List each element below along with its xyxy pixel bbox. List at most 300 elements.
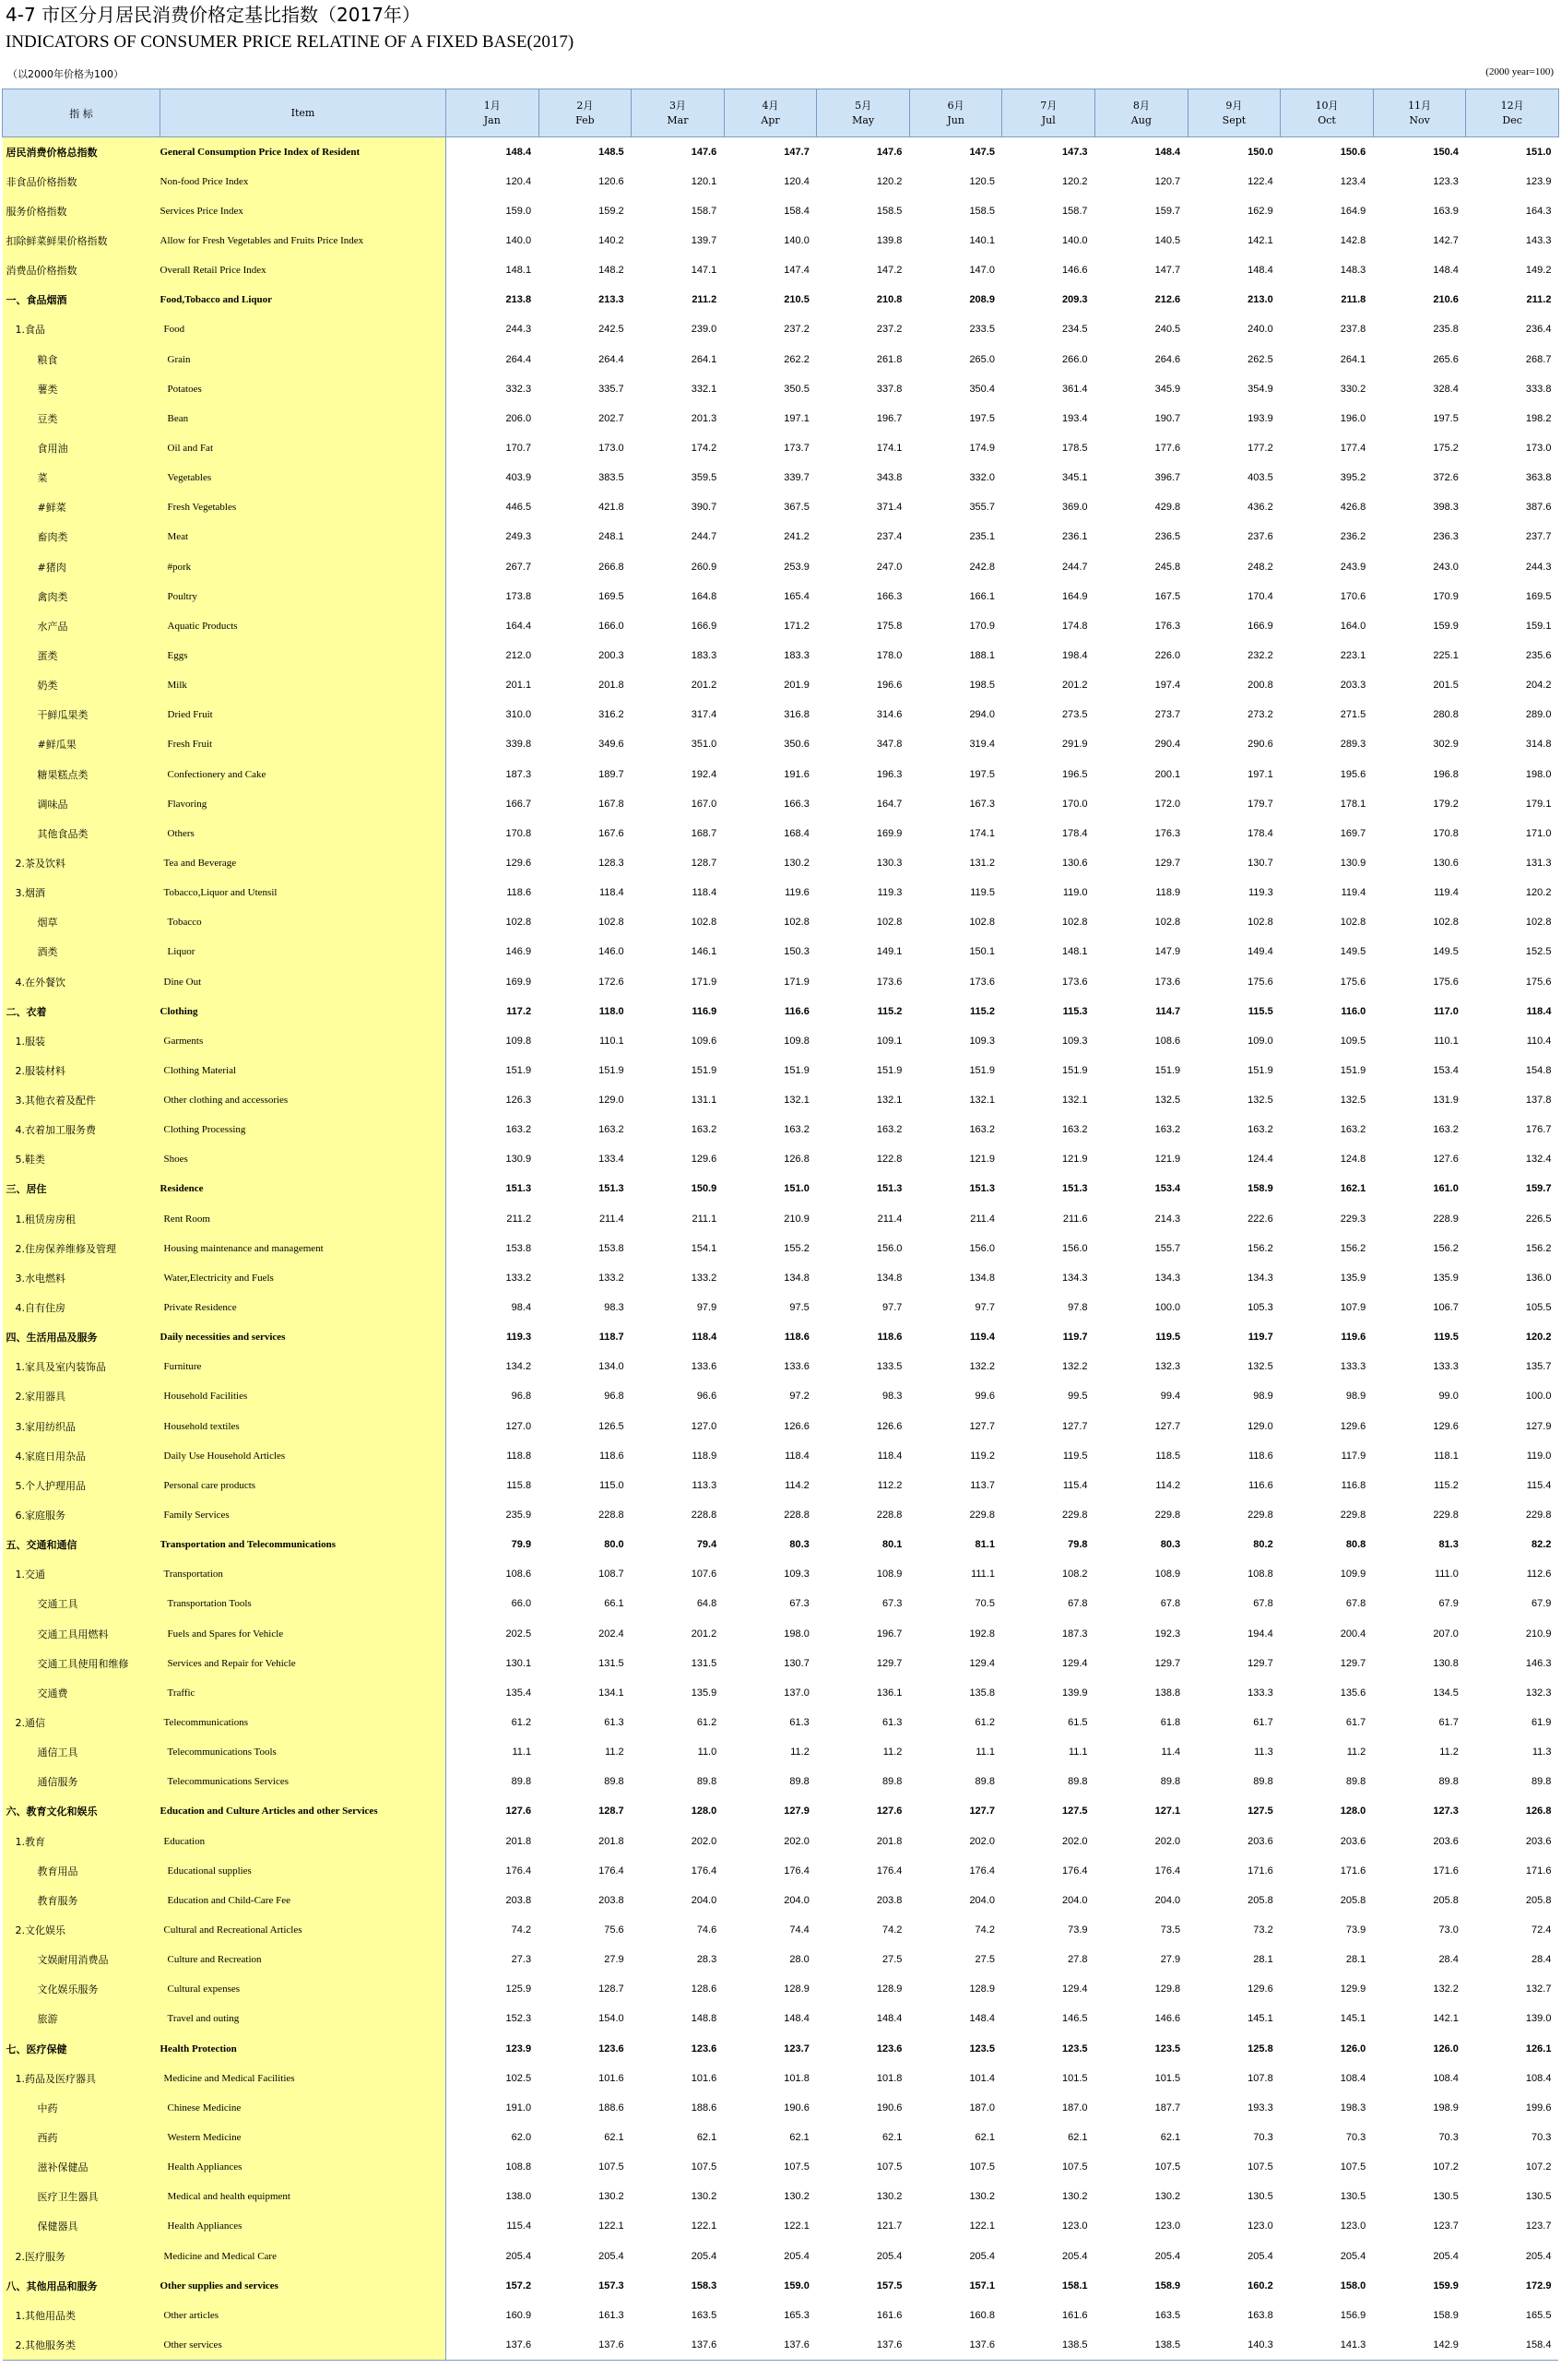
index-value-cell: 28.1 bbox=[1345, 1954, 1366, 1966]
index-value-cell: 226.0 bbox=[1154, 649, 1181, 661]
index-value-cell: 191.6 bbox=[784, 768, 810, 780]
index-value-cell: 145.1 bbox=[1340, 2013, 1366, 2025]
indicator-name-en: Shoes bbox=[160, 1144, 446, 1174]
indicator-name-en: Tobacco bbox=[160, 907, 446, 937]
index-value-cell: 167.3 bbox=[969, 798, 995, 810]
index-value-cell: 187.7 bbox=[1154, 2102, 1181, 2114]
index-value-cell: 163.5 bbox=[691, 2309, 717, 2321]
index-value-cell: 70.5 bbox=[975, 1598, 995, 1610]
index-value-cell: 97.9 bbox=[696, 1302, 717, 1314]
index-value-cell: 120.2 bbox=[1062, 175, 1088, 187]
index-value-cell: 158.4 bbox=[784, 205, 810, 217]
index-value-cell: 166.0 bbox=[598, 620, 624, 632]
index-value-cell: 123.7 bbox=[784, 2043, 810, 2054]
index-value-cell: 264.6 bbox=[1154, 353, 1181, 365]
index-value-cell: 132.4 bbox=[1525, 1154, 1552, 1166]
index-value-cell: 176.3 bbox=[1154, 827, 1181, 839]
index-value-cell: 166.3 bbox=[876, 590, 903, 602]
index-value-cell: 130.1 bbox=[505, 1657, 532, 1669]
index-value-cell: 132.1 bbox=[784, 1095, 810, 1107]
cpi-table bbox=[2, 89, 1559, 2361]
index-value-cell: 236.4 bbox=[1525, 324, 1552, 336]
index-value-cell: 142.1 bbox=[1248, 234, 1273, 246]
index-value-cell: 151.3 bbox=[876, 1183, 903, 1195]
index-value-cell: 61.7 bbox=[1438, 1717, 1459, 1729]
index-value-cell: 140.0 bbox=[505, 234, 532, 246]
index-value-cell: 159.9 bbox=[1433, 2279, 1459, 2291]
index-value-cell: 150.9 bbox=[691, 1183, 717, 1195]
index-value-cell: 167.8 bbox=[598, 798, 624, 810]
index-value-cell: 205.8 bbox=[1525, 1894, 1552, 1906]
indicator-name-en: Tobacco,Liquor and Utensil bbox=[160, 878, 446, 907]
table-row bbox=[3, 700, 1559, 729]
index-value-cell: 66.0 bbox=[511, 1598, 532, 1610]
index-value-cell: 173.8 bbox=[505, 590, 532, 602]
index-value-cell: 129.6 bbox=[505, 857, 532, 869]
index-value-cell: 267.7 bbox=[505, 561, 532, 573]
index-value-cell: 213.8 bbox=[505, 294, 532, 306]
index-value-cell: 109.1 bbox=[876, 1035, 903, 1047]
index-value-cell: 102.8 bbox=[691, 917, 717, 929]
index-value-cell: 237.2 bbox=[876, 324, 903, 336]
index-value-cell: 161.3 bbox=[598, 2309, 624, 2321]
indicator-name-cn: 2.住房保养维修及管理 bbox=[3, 1234, 160, 1263]
table-row bbox=[3, 1915, 1559, 1945]
index-value-cell: 107.5 bbox=[784, 2161, 810, 2173]
index-value-cell: 99.6 bbox=[975, 1391, 995, 1403]
index-value-cell: 156.2 bbox=[1433, 1242, 1459, 1254]
index-value-cell: 204.0 bbox=[969, 1894, 995, 1906]
index-value-cell: 345.9 bbox=[1154, 383, 1181, 395]
index-value-cell: 190.6 bbox=[784, 2102, 810, 2114]
indicator-name-cn: 水产品 bbox=[3, 611, 160, 641]
indicator-name-cn: 1.租赁房房租 bbox=[3, 1204, 160, 1234]
index-value-cell: 266.0 bbox=[1062, 353, 1088, 365]
index-value-cell: 115.4 bbox=[1526, 1479, 1552, 1491]
index-value-cell: 228.9 bbox=[1433, 1213, 1459, 1225]
index-value-cell: 89.8 bbox=[1160, 1776, 1181, 1788]
index-value-cell: 107.5 bbox=[598, 2161, 624, 2173]
index-value-cell: 158.7 bbox=[1062, 205, 1088, 217]
index-value-cell: 249.3 bbox=[505, 531, 532, 543]
index-value-cell: 355.7 bbox=[969, 502, 995, 514]
index-value-cell: 195.6 bbox=[1340, 768, 1366, 780]
table-row bbox=[3, 1381, 1559, 1411]
base-note-en: (2000 year=100) bbox=[1485, 66, 1554, 77]
index-value-cell: 129.7 bbox=[1154, 857, 1181, 869]
index-value-cell: 137.6 bbox=[909, 2330, 1002, 2360]
index-value-cell: 134.1 bbox=[598, 1687, 624, 1699]
month-header bbox=[817, 89, 910, 137]
table-row bbox=[3, 789, 1559, 819]
index-value-cell: 122.1 bbox=[969, 2220, 995, 2232]
index-value-cell: 126.5 bbox=[598, 1420, 624, 1432]
index-value-cell: 163.2 bbox=[876, 1124, 903, 1136]
index-value-cell: 101.4 bbox=[969, 2072, 995, 2084]
month-header-cn: 9月 bbox=[1225, 99, 1243, 112]
index-value-cell: 383.5 bbox=[598, 472, 624, 484]
month-header-cn: 11月 bbox=[1408, 99, 1432, 112]
index-value-cell: 147.4 bbox=[784, 265, 810, 277]
index-value-cell: 290.4 bbox=[1154, 739, 1181, 751]
index-value-cell: 135.6 bbox=[1340, 1687, 1366, 1699]
table-row bbox=[3, 1263, 1559, 1293]
index-value-cell: 170.7 bbox=[505, 442, 532, 454]
index-value-cell: 129.7 bbox=[1154, 1657, 1181, 1669]
index-value-cell: 197.4 bbox=[1154, 680, 1181, 692]
index-value-cell: 134.5 bbox=[1433, 1687, 1459, 1699]
index-value-cell: 229.8 bbox=[1248, 1510, 1273, 1522]
index-value-cell: 108.4 bbox=[1340, 2072, 1366, 2084]
index-value-cell: 421.8 bbox=[598, 502, 624, 514]
index-value-cell: 130.2 bbox=[691, 2191, 717, 2203]
index-value-cell: 110.1 bbox=[598, 1035, 624, 1047]
index-value-cell: 201.8 bbox=[505, 1835, 532, 1847]
indicator-name-cn: 一、食品烟酒 bbox=[3, 285, 160, 314]
index-value-cell: 121.9 bbox=[1062, 1154, 1088, 1166]
index-value-cell: 242.8 bbox=[969, 561, 995, 573]
index-value-cell: 67.9 bbox=[1438, 1598, 1459, 1610]
index-value-cell: 61.9 bbox=[1531, 1717, 1552, 1729]
index-value-cell: 139.9 bbox=[1062, 1687, 1088, 1699]
index-value-cell: 196.5 bbox=[1062, 768, 1088, 780]
indicator-name-cn: 1.交通 bbox=[3, 1559, 160, 1589]
index-value-cell: 132.1 bbox=[876, 1095, 903, 1107]
table-row bbox=[3, 1974, 1559, 2004]
index-value-cell: 73.5 bbox=[1160, 1924, 1181, 1936]
table-row bbox=[3, 404, 1559, 433]
index-value-cell: 122.8 bbox=[876, 1154, 903, 1166]
index-value-cell: 159.0 bbox=[505, 205, 532, 217]
index-value-cell: 211.1 bbox=[692, 1213, 717, 1225]
index-value-cell: 175.6 bbox=[1248, 976, 1273, 988]
index-value-cell: 395.2 bbox=[1340, 472, 1366, 484]
index-value-cell: 196.6 bbox=[876, 680, 903, 692]
index-value-cell: 154.1 bbox=[691, 1242, 717, 1254]
indicator-name-cn: 2.文化娱乐 bbox=[3, 1915, 160, 1945]
table-row bbox=[3, 255, 1559, 285]
index-value-cell: 243.9 bbox=[1340, 561, 1366, 573]
index-value-cell: 147.6 bbox=[876, 146, 903, 158]
index-value-cell: 67.8 bbox=[1068, 1598, 1088, 1610]
index-value-cell: 240.5 bbox=[1154, 324, 1181, 336]
index-value-cell: 361.4 bbox=[1062, 383, 1088, 395]
indicator-header: 指 标 bbox=[3, 89, 160, 137]
month-header-cn: 8月 bbox=[1132, 99, 1150, 112]
index-value-cell: 11.4 bbox=[1161, 1747, 1181, 1758]
index-value-cell: 112.6 bbox=[1526, 1569, 1552, 1581]
index-value-cell: 107.5 bbox=[969, 2161, 995, 2173]
index-value-cell: 120.7 bbox=[1154, 175, 1181, 187]
index-value-cell: 248.2 bbox=[1248, 561, 1273, 573]
table-row bbox=[3, 1500, 1559, 1530]
index-value-cell: 79.4 bbox=[696, 1539, 717, 1551]
index-value-cell: 102.8 bbox=[505, 917, 532, 929]
index-value-cell: 128.7 bbox=[598, 1806, 624, 1818]
indicator-name-en: Furniture bbox=[160, 1352, 446, 1381]
indicator-name-cn: 消费品价格指数 bbox=[3, 255, 160, 285]
indicator-name-en: Overall Retail Price Index bbox=[160, 255, 446, 285]
index-value-cell: 131.5 bbox=[691, 1657, 717, 1669]
index-value-cell: 109.5 bbox=[1340, 1035, 1366, 1047]
index-value-cell: 107.9 bbox=[1340, 1302, 1366, 1314]
index-value-cell: 159.2 bbox=[598, 205, 624, 217]
index-value-cell: 171.2 bbox=[784, 620, 810, 632]
month-header bbox=[632, 89, 725, 137]
index-value-cell: 197.5 bbox=[969, 768, 995, 780]
table-row bbox=[3, 582, 1559, 611]
index-value-cell: 132.3 bbox=[1525, 1687, 1552, 1699]
indicator-name-cn: 3.其他衣着及配件 bbox=[3, 1085, 160, 1115]
index-value-cell: 135.7 bbox=[1525, 1361, 1552, 1373]
index-value-cell: 132.7 bbox=[1525, 1983, 1552, 1995]
index-value-cell: 172.0 bbox=[1154, 798, 1181, 810]
table-header-row bbox=[3, 89, 1559, 137]
month-header-cn: 5月 bbox=[855, 99, 872, 112]
index-value-cell: 129.0 bbox=[598, 1095, 624, 1107]
index-value-cell: 177.2 bbox=[1248, 442, 1273, 454]
page-title-en: INDICATORS OF CONSUMER PRICE RELATINE OF A FIXED BASE(2017) bbox=[6, 32, 574, 52]
index-value-cell: 126.8 bbox=[1525, 1806, 1552, 1818]
index-value-cell: 200.8 bbox=[1248, 680, 1273, 692]
month-header bbox=[446, 89, 539, 137]
index-value-cell: 204.2 bbox=[1525, 680, 1552, 692]
index-value-cell: 120.2 bbox=[876, 175, 903, 187]
table-row bbox=[3, 2152, 1559, 2182]
indicator-name-en: Housing maintenance and management bbox=[160, 1234, 446, 1263]
index-value-cell: 123.6 bbox=[691, 2043, 717, 2054]
index-value-cell: 119.4 bbox=[970, 1332, 995, 1344]
index-value-cell: 150.4 bbox=[1433, 146, 1459, 158]
index-value-cell: 158.9 bbox=[1154, 2279, 1181, 2291]
indicator-name-cn: 菜 bbox=[3, 463, 160, 492]
month-header bbox=[1095, 89, 1188, 137]
index-value-cell: 236.5 bbox=[1154, 531, 1181, 543]
index-value-cell: 148.4 bbox=[505, 146, 532, 158]
table-row bbox=[3, 1204, 1559, 1234]
index-value-cell: 148.8 bbox=[691, 2013, 717, 2025]
index-value-cell: 118.6 bbox=[877, 1332, 903, 1344]
index-value-cell: 178.1 bbox=[1340, 798, 1366, 810]
indicator-name-en: Educational supplies bbox=[160, 1856, 446, 1886]
index-value-cell: 138.5 bbox=[1095, 2330, 1188, 2360]
index-value-cell: 123.0 bbox=[1062, 2220, 1088, 2232]
index-value-cell: 120.2 bbox=[1525, 887, 1552, 899]
index-value-cell: 192.3 bbox=[1154, 1628, 1181, 1640]
table-row bbox=[3, 344, 1559, 373]
index-value-cell: 138.0 bbox=[505, 2191, 532, 2203]
index-value-cell: 108.9 bbox=[1154, 1569, 1181, 1581]
index-value-cell: 115.8 bbox=[506, 1479, 532, 1491]
index-value-cell: 198.5 bbox=[969, 680, 995, 692]
month-header bbox=[1373, 89, 1466, 137]
indicator-name-cn: 1.教育 bbox=[3, 1827, 160, 1856]
index-value-cell: 133.5 bbox=[876, 1361, 903, 1373]
index-value-cell: 183.3 bbox=[784, 649, 810, 661]
indicator-name-en: Culture and Recreation bbox=[160, 1945, 446, 1974]
indicator-name-cn: 2.家用器具 bbox=[3, 1381, 160, 1411]
index-value-cell: 171.9 bbox=[784, 976, 810, 988]
month-header bbox=[909, 89, 1002, 137]
index-value-cell: 175.6 bbox=[1340, 976, 1366, 988]
table-row bbox=[3, 1678, 1559, 1708]
index-value-cell: 205.4 bbox=[784, 2250, 810, 2262]
index-value-cell: 123.9 bbox=[505, 2043, 532, 2054]
index-value-cell: 202.0 bbox=[691, 1835, 717, 1847]
index-value-cell: 80.3 bbox=[1160, 1539, 1181, 1551]
index-value-cell: 108.6 bbox=[1154, 1035, 1181, 1047]
table-row bbox=[3, 1144, 1559, 1174]
index-value-cell: 130.5 bbox=[1433, 2191, 1459, 2203]
index-value-cell: 210.9 bbox=[784, 1213, 810, 1225]
index-value-cell: 89.8 bbox=[789, 1776, 810, 1788]
index-value-cell: 173.6 bbox=[876, 976, 903, 988]
index-value-cell: 80.8 bbox=[1345, 1539, 1366, 1551]
index-value-cell: 109.9 bbox=[1340, 1569, 1366, 1581]
table-row bbox=[3, 1412, 1559, 1441]
index-value-cell: 123.5 bbox=[1154, 2043, 1181, 2054]
indicator-name-cn: 文化娱乐服务 bbox=[3, 1974, 160, 2004]
index-value-cell: 154.0 bbox=[598, 2013, 624, 2025]
index-value-cell: 164.0 bbox=[1340, 620, 1366, 632]
index-value-cell: 128.9 bbox=[969, 1983, 995, 1995]
index-value-cell: 211.2 bbox=[506, 1213, 532, 1225]
table-row bbox=[3, 1056, 1559, 1085]
index-value-cell: 403.9 bbox=[505, 472, 532, 484]
index-value-cell: 133.2 bbox=[691, 1272, 717, 1284]
index-value-cell: 171.6 bbox=[1340, 1865, 1366, 1877]
index-value-cell: 131.1 bbox=[691, 1095, 717, 1107]
indicator-name-cn: 交通工具使用和维修 bbox=[3, 1649, 160, 1678]
index-value-cell: 131.9 bbox=[1433, 1095, 1459, 1107]
index-value-cell: 107.2 bbox=[1525, 2161, 1552, 2173]
index-value-cell: 127.5 bbox=[1062, 1806, 1088, 1818]
indicator-name-en: Household textiles bbox=[160, 1412, 446, 1441]
index-value-cell: 201.2 bbox=[691, 1628, 717, 1640]
index-value-cell: 109.3 bbox=[784, 1569, 810, 1581]
index-value-cell: 167.0 bbox=[691, 798, 717, 810]
index-value-cell: 151.0 bbox=[784, 1183, 810, 1195]
index-value-cell: 127.7 bbox=[969, 1806, 995, 1818]
index-value-cell: 135.9 bbox=[691, 1687, 717, 1699]
table-row bbox=[3, 1471, 1559, 1500]
index-value-cell: 107.5 bbox=[691, 2161, 717, 2173]
index-value-cell: 108.7 bbox=[598, 1569, 624, 1581]
index-value-cell: 108.4 bbox=[1433, 2072, 1459, 2084]
index-value-cell: 28.4 bbox=[1438, 1954, 1459, 1966]
month-header-en: Mar bbox=[667, 113, 689, 126]
month-header-cn: 1月 bbox=[483, 99, 501, 112]
index-value-cell: 128.0 bbox=[691, 1806, 717, 1818]
index-value-cell: 98.4 bbox=[511, 1302, 532, 1314]
index-value-cell: 118.4 bbox=[692, 1332, 717, 1344]
index-value-cell: 142.8 bbox=[1340, 234, 1366, 246]
index-value-cell: 264.4 bbox=[598, 353, 624, 365]
index-value-cell: 107.5 bbox=[1062, 2161, 1088, 2173]
index-value-cell: 261.8 bbox=[876, 353, 903, 365]
index-value-cell: 27.9 bbox=[604, 1954, 624, 1966]
index-value-cell: 114.2 bbox=[1155, 1479, 1181, 1491]
index-value-cell: 67.8 bbox=[1345, 1598, 1366, 1610]
index-value-cell: 122.1 bbox=[784, 2220, 810, 2232]
index-value-cell: 118.6 bbox=[598, 1450, 624, 1462]
index-value-cell: 190.6 bbox=[876, 2102, 903, 2114]
index-value-cell: 102.8 bbox=[598, 917, 624, 929]
index-value-cell: 200.1 bbox=[1154, 768, 1181, 780]
indicator-name-cn: 烟草 bbox=[3, 907, 160, 937]
indicator-name-en: Tea and Beverage bbox=[160, 848, 446, 878]
index-value-cell: 214.3 bbox=[1154, 1213, 1181, 1225]
index-value-cell: 151.9 bbox=[691, 1064, 717, 1076]
index-value-cell: 314.6 bbox=[876, 709, 903, 721]
index-value-cell: 148.1 bbox=[1062, 946, 1088, 958]
indicator-name-cn: 4.在外餐饮 bbox=[3, 966, 160, 996]
index-value-cell: 126.6 bbox=[876, 1420, 903, 1432]
indicator-name-en: Chinese Medicine bbox=[160, 2093, 446, 2123]
index-value-cell: 271.5 bbox=[1340, 709, 1366, 721]
indicator-name-en: Transportation Tools bbox=[160, 1589, 446, 1618]
index-value-cell: 130.5 bbox=[1340, 2191, 1366, 2203]
index-value-cell: 147.2 bbox=[876, 265, 903, 277]
index-value-cell: 130.2 bbox=[784, 857, 810, 869]
index-value-cell: 163.9 bbox=[1433, 205, 1459, 217]
index-value-cell: 118.6 bbox=[784, 1332, 810, 1344]
index-value-cell: 80.0 bbox=[604, 1539, 624, 1551]
index-value-cell: 198.0 bbox=[1525, 768, 1552, 780]
index-value-cell: 109.0 bbox=[1248, 1035, 1273, 1047]
index-value-cell: 134.8 bbox=[969, 1272, 995, 1284]
index-value-cell: 130.6 bbox=[1433, 857, 1459, 869]
index-value-cell: 158.7 bbox=[691, 205, 717, 217]
index-value-cell: 228.8 bbox=[876, 1510, 903, 1522]
index-value-cell: 314.8 bbox=[1525, 739, 1552, 751]
index-value-cell: 229.8 bbox=[1525, 1510, 1552, 1522]
index-value-cell: 120.5 bbox=[969, 175, 995, 187]
index-value-cell: 118.4 bbox=[877, 1450, 903, 1462]
index-value-cell: 61.2 bbox=[696, 1717, 717, 1729]
index-value-cell: 137.6 bbox=[538, 2330, 632, 2360]
index-value-cell: 213.0 bbox=[1248, 294, 1273, 306]
index-value-cell: 97.8 bbox=[1068, 1302, 1088, 1314]
indicator-name-en: Aquatic Products bbox=[160, 611, 446, 641]
index-value-cell: 28.1 bbox=[1253, 1954, 1273, 1966]
index-value-cell: 157.5 bbox=[876, 2279, 903, 2291]
index-value-cell: 70.3 bbox=[1345, 2131, 1366, 2143]
index-value-cell: 119.5 bbox=[1062, 1450, 1088, 1462]
index-value-cell: 363.8 bbox=[1525, 472, 1552, 484]
index-value-cell: 163.2 bbox=[784, 1124, 810, 1136]
month-header-en: Oct bbox=[1318, 113, 1336, 126]
index-value-cell: 196.0 bbox=[1340, 412, 1366, 424]
index-value-cell: 111.0 bbox=[1434, 1569, 1459, 1581]
index-value-cell: 239.0 bbox=[691, 324, 717, 336]
index-value-cell: 133.3 bbox=[1340, 1361, 1366, 1373]
index-value-cell: 166.3 bbox=[784, 798, 810, 810]
table-row bbox=[3, 2241, 1559, 2270]
index-value-cell: 188.1 bbox=[969, 649, 995, 661]
index-value-cell: 229.8 bbox=[1340, 1510, 1366, 1522]
index-value-cell: 141.3 bbox=[1281, 2330, 1374, 2360]
index-value-cell: 119.3 bbox=[1248, 887, 1273, 899]
index-value-cell: 119.5 bbox=[970, 887, 995, 899]
index-value-cell: 70.3 bbox=[1253, 2131, 1273, 2143]
index-value-cell: 146.1 bbox=[691, 946, 717, 958]
index-value-cell: 115.4 bbox=[506, 2220, 532, 2232]
indicator-name-en: Dine Out bbox=[160, 966, 446, 996]
index-value-cell: 244.3 bbox=[505, 324, 532, 336]
indicator-name-cn: #猪肉 bbox=[3, 551, 160, 581]
indicator-name-cn: 2.其他服务类 bbox=[3, 2330, 160, 2360]
